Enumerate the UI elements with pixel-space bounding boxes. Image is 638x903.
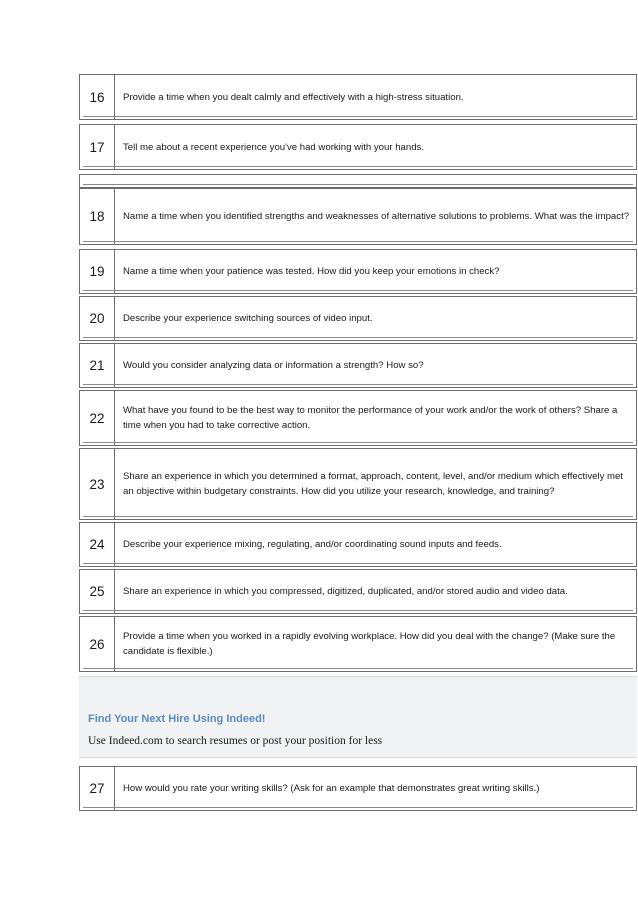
question-text: Provide a time when you dealt calmly and effectively with a high-stress situation.	[123, 91, 464, 103]
question-number: 22	[80, 391, 115, 445]
question-number: 20	[80, 297, 115, 340]
question-row-20	[79, 296, 637, 341]
question-number: 25	[80, 570, 115, 613]
promo-title: Find Your Next Hire Using Indeed!	[88, 713, 266, 725]
question-number: 24	[80, 523, 115, 566]
question-number: 23	[80, 449, 115, 519]
question-text: What have you found to be the best way to monitor the performance of your work and/or the work of others? Share a time when you had to take corrective action.	[123, 405, 618, 431]
question-row-25	[79, 569, 637, 614]
question-number: 21	[80, 344, 115, 387]
question-text: Describe your experience mixing, regulating, and/or coordinating sound inputs and feeds.	[123, 539, 502, 550]
question-row-18	[79, 188, 637, 245]
question-row-24	[79, 522, 637, 567]
question-text: Share an experience in which you compressed, digitized, duplicated, and/or stored audio and video data.	[123, 586, 568, 597]
question-number: 27	[80, 767, 115, 810]
indeed-promo-banner	[79, 676, 637, 758]
question-number: 19	[80, 250, 115, 293]
question-text: Would you consider analyzing data or information a strength? How so?	[123, 360, 424, 371]
question-text: Name a time when your patience was tested. How did you keep your emotions in check?	[123, 266, 500, 277]
question-row-19	[79, 249, 637, 294]
question-text: Provide a time when you worked in a rapidly evolving workplace. How did you deal with the change? (Make sure the candidate is flexible.)	[123, 631, 616, 657]
question-number: 17	[80, 125, 115, 169]
question-text: Tell me about a recent experience you've had working with your hands.	[123, 141, 425, 153]
question-text: How would you rate your writing skills? (Ask for an example that demonstrates great writing skills.)	[123, 783, 540, 794]
question-row-16	[79, 74, 637, 120]
question-number: 26	[80, 617, 115, 671]
promo-subtitle: Use Indeed.com to search resumes or post your position for less	[88, 735, 383, 747]
question-row-22	[79, 390, 637, 446]
question-row-21	[79, 343, 637, 388]
question-row-26	[79, 616, 637, 672]
question-number: 16	[80, 75, 115, 119]
question-row-23	[79, 448, 637, 520]
question-row-17	[79, 124, 637, 170]
table-divider-row	[79, 174, 637, 188]
question-text: Describe your experience switching sources of video input.	[123, 313, 373, 324]
question-text: Name a time when you identified strengths and weaknesses of alternative solutions to problems. What was the impact?	[123, 211, 630, 222]
question-number: 18	[80, 189, 115, 244]
question-row-27	[79, 766, 637, 811]
question-text: Share an experience in which you determined a format, approach, content, level, and/or medium which effectively met an objective within budgetary constraints. How did you utilize your research, knowledge, and training?	[123, 471, 624, 497]
